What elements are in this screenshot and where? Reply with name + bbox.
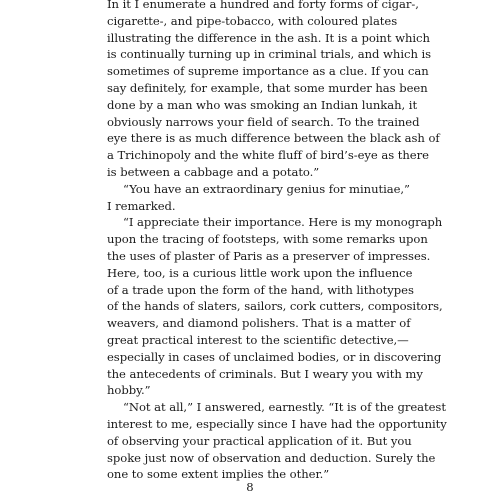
text-line: weavers, and diamond polishers. That is a matter of [107,316,411,331]
text-line: great practical interest to the scientific detective,— [107,332,409,347]
text-line: the uses of plaster of Paris as a preserver of impresses. [107,248,431,263]
text-line: cigarette-, and pipe-tobacco, with coloured plates [107,13,398,28]
text-line: done by a man who was smoking an Indian lunkah, it [107,97,418,112]
text-line: is continually turning up in criminal trials, and which is [107,47,432,62]
text-line: say definitely, for example, that some murder has been [107,80,428,95]
paragraph [107,181,410,215]
text-line: Here, too, is a curious little work upon the influence [107,265,413,280]
text-line: a Trichinopoly and the white fluff of bird’s-eye as there [107,148,429,163]
text-line: illustrating the difference in the ash. It is a point which [107,30,430,45]
text-line: I remarked. [107,198,176,213]
text-line: In it I enumerate a hundred and forty forms of cigar-, [107,0,419,11]
text-line: of observing your practical application of it. But you [107,433,412,448]
paragraph [107,214,443,399]
text-line: eye there is as much difference between the black ash of [107,131,440,146]
text-line: upon the tracing of footsteps, with some remarks upon [107,232,428,247]
text-line: hobby.” [107,383,151,398]
text-line: of the hands of slaters, sailors, cork cutters, compositors, [107,299,443,314]
text-line: interest to me, especially since I have had the opportunity [107,416,447,431]
text-line: “I appreciate their importance. Here is my monograph [123,215,443,230]
body-text [107,0,447,483]
text-line: of a trade upon the form of the hand, with lithotypes [107,282,414,297]
text-line: sometimes of supreme importance as a clue. If you can [107,64,429,79]
text-line: especially in cases of unclaimed bodies, or in discovering [107,349,442,364]
text-line: obviously narrows your field of search. To the trained [107,114,420,129]
text-line: spoke just now of observation and deduction. Surely the [107,450,436,465]
paragraph [107,399,447,483]
text-line: “You have an extraordinary genius for minutiae,” [123,181,410,196]
paragraph [107,0,440,181]
page-number: 8 [246,480,254,494]
text-line: “Not at all,” I answered, earnestly. “It is of the greatest [123,400,446,415]
text-line: the antecedents of criminals. But I weary you with my [107,366,423,381]
text-line: is between a cabbage and a potato.” [107,164,320,179]
text-line: one to some extent implies the other.” [107,467,330,482]
